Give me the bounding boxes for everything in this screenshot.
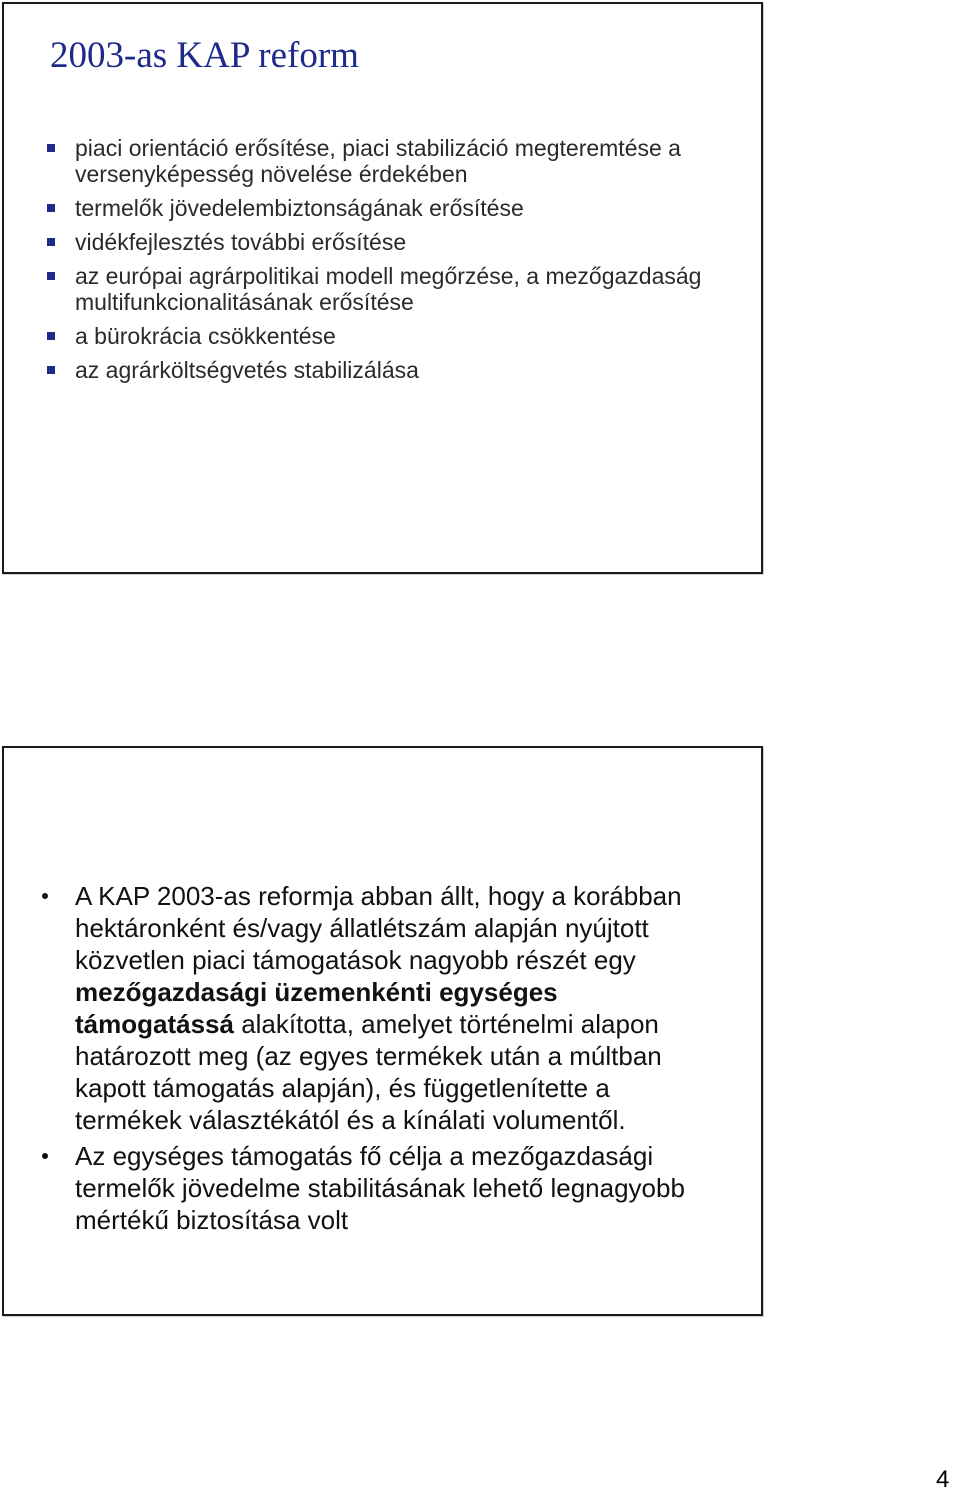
list-item — [45, 323, 745, 349]
slide-1-bullet-list — [45, 135, 745, 391]
list-item — [45, 229, 745, 255]
bullet-text: az agrárköltségvetés stabilizálása — [75, 357, 419, 383]
page-number: 4 — [936, 1466, 950, 1493]
bullet-text: termelők jövedelembiztonságának erősítése — [75, 195, 524, 221]
list-item — [45, 263, 745, 315]
square-bullet-icon — [47, 204, 55, 212]
bullet-text-part: alakította, amelyet történelmi alapon határozott meg (az egyes termékek után a múltban kapott támogatás alapján), és függetlenítette a termékek választékától és a kínálati volumentől. — [75, 1009, 662, 1135]
square-bullet-icon — [47, 332, 55, 340]
square-bullet-icon — [47, 366, 55, 374]
bullet-text: Az egységes támogatás fő célja a mezőgazdasági termelők jövedelme stabilitásának lehető legnagyobb mértékű biztosítása volt — [75, 1141, 685, 1235]
list-item — [22, 880, 722, 1136]
bullet-text: piaci orientáció erősítése, piaci stabilizáció megteremtése a versenyképesség növelése érdekében — [75, 135, 681, 187]
bullet-text: a bürokrácia csökkentése — [75, 323, 336, 349]
list-item — [45, 135, 745, 187]
bullet-text: vidékfejlesztés további erősítése — [75, 229, 407, 255]
slide-title: 2003-as KAP reform — [50, 35, 359, 76]
round-bullet-icon — [42, 1153, 48, 1159]
bullet-text: az európai agrárpolitikai modell megőrzése, a mezőgazdaság multifunkcionalitásának erősítése — [75, 263, 702, 315]
round-bullet-icon — [42, 893, 48, 899]
list-item — [22, 1140, 722, 1236]
list-item — [45, 195, 745, 221]
bullet-text-bold: mezőgazdasági üzemenkénti egységes támogatássá — [75, 977, 558, 1039]
bullet-text-part: A KAP 2003-as reformja abban állt, hogy a korábban hektáronként és/vagy állatlétszám alapján nyújtott közvetlen piaci támogatások nagyobb részét egy — [75, 881, 682, 975]
slide-2-bullet-list — [22, 880, 722, 1240]
square-bullet-icon — [47, 272, 55, 280]
list-item — [45, 357, 745, 383]
square-bullet-icon — [47, 238, 55, 246]
square-bullet-icon — [47, 144, 55, 152]
